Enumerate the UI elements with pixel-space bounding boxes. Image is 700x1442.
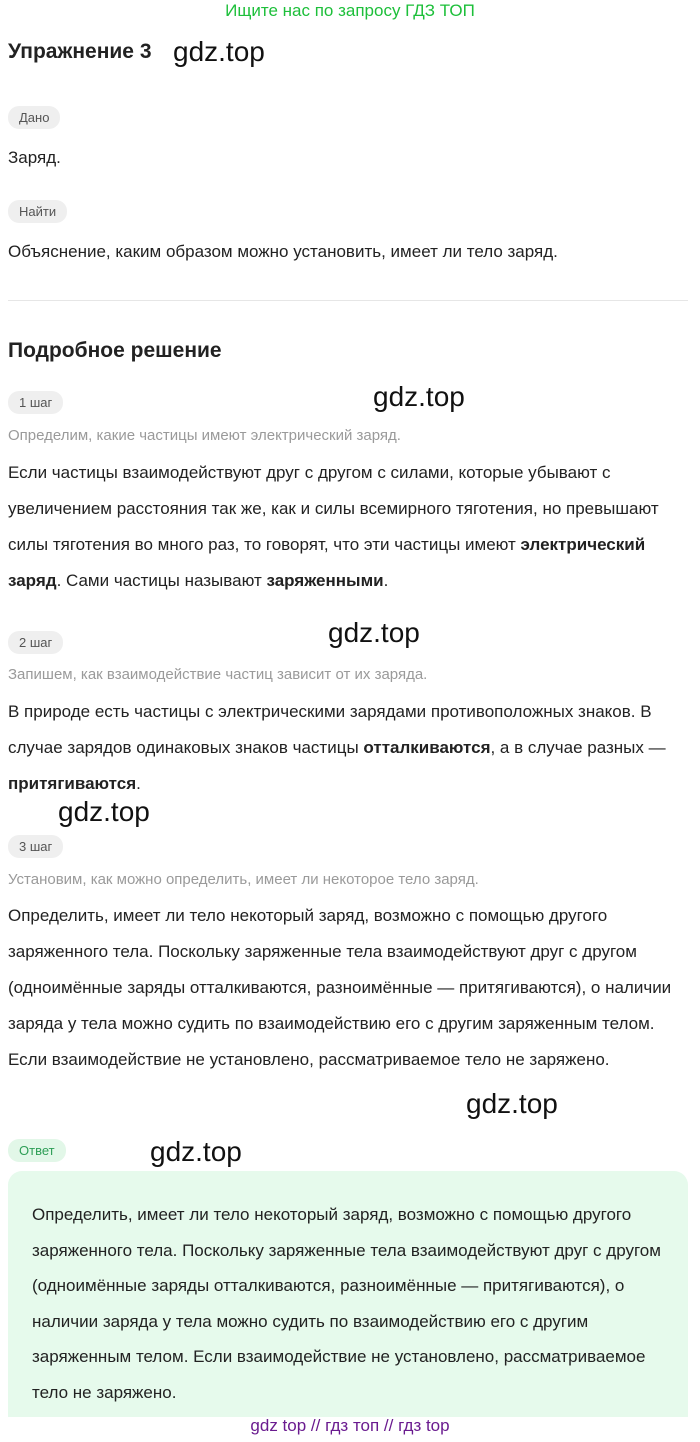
step-1-text [8,455,684,599]
solution-title: Подробное решение [8,339,222,362]
page-title: Упражнение 3 [8,40,152,63]
footer-links: gdz top // гдз топ // гдз top [250,1416,450,1435]
step-2-bold-term: притягиваются [8,774,137,793]
step-1-bold-term: заряженными [266,571,384,590]
step-1-text-part: Если частицы взаимодействуют друг с другом с силами, которые убывают с увеличением расстояния так же, как и силы всемирного тяготения, но превышают силы тяготения во много раз, то говорят, что эти частицы имеют [8,463,659,554]
step-3-pill: 3 шаг [8,835,63,858]
step-2-text-part: В природе есть частицы с электрическими зарядами противоположных знаков. В случае зарядов одинаковых знаков частицы [8,702,652,757]
search-banner: Ищите нас по запросу ГДЗ ТОП [225,1,475,20]
step-2-text-part: , а в случае разных — [490,738,666,757]
watermark: gdz.top [173,36,265,67]
answer-text: Определить, имеет ли тело некоторый заряд, возможно с помощью другого заряженного тела. Поскольку заряженные тела взаимодействуют друг с другом (одноимённые заряды отталкиваются, разноимённые — притягиваются), о наличии заряда у тела можно судить по взаимодействию его с другим заряженным телом. Если взаимодействие не установлено, рассматриваемое тело не заряжено. [32,1205,661,1402]
step-3-hint: Установим, как можно определить, имеет ли некоторое тело заряд. [8,871,479,888]
step-1-text-part: . [383,571,389,590]
step-2-pill-wrap [8,631,63,654]
step-1-text-part: . Сами частицы называют [56,571,267,590]
step-2-hint: Запишем, как взаимодействие частиц зависит от их заряда. [8,666,428,683]
step-1-hint: Определим, какие частицы имеют электрический заряд. [8,427,401,444]
divider [8,300,688,301]
step-2-text [8,694,684,802]
step-1-pill-wrap [8,391,63,414]
answer-pill: Ответ [8,1139,66,1162]
watermark: gdz.top [373,381,465,412]
find-pill: Найти [8,200,67,223]
step-3-pill-wrap [8,835,63,858]
answer-pill-wrap [8,1139,66,1162]
find-text: Объяснение, каким образом можно установить, имеет ли тело заряд. [8,242,558,261]
step-1-pill: 1 шаг [8,391,63,414]
watermark: gdz.top [58,796,150,827]
given-pill: Дано [8,106,60,129]
find-section [8,200,67,223]
step-2-text-part: . [136,774,141,793]
watermark: gdz.top [150,1136,242,1167]
given-section [8,106,60,129]
watermark: gdz.top [466,1088,558,1119]
given-text: Заряд. [8,148,61,167]
step-1-bold-term: электрический заряд [8,535,646,590]
watermark: gdz.top [328,617,420,648]
answer-box [8,1171,688,1417]
step-2-bold-term: отталкиваются [363,738,491,757]
step-2-pill: 2 шаг [8,631,63,654]
step-3-text: Определить, имеет ли тело некоторый заряд, возможно с помощью другого заряженного тела. Поскольку заряженные тела взаимодействуют друг с другом (одноимённые заряды отталкиваются, разноимённые — притягиваются), о наличии заряда у тела можно судить по взаимодействию его с другим заряженным телом. Если взаимодействие не установлено, рассматриваемое тело не заряжено. [8,906,672,1069]
